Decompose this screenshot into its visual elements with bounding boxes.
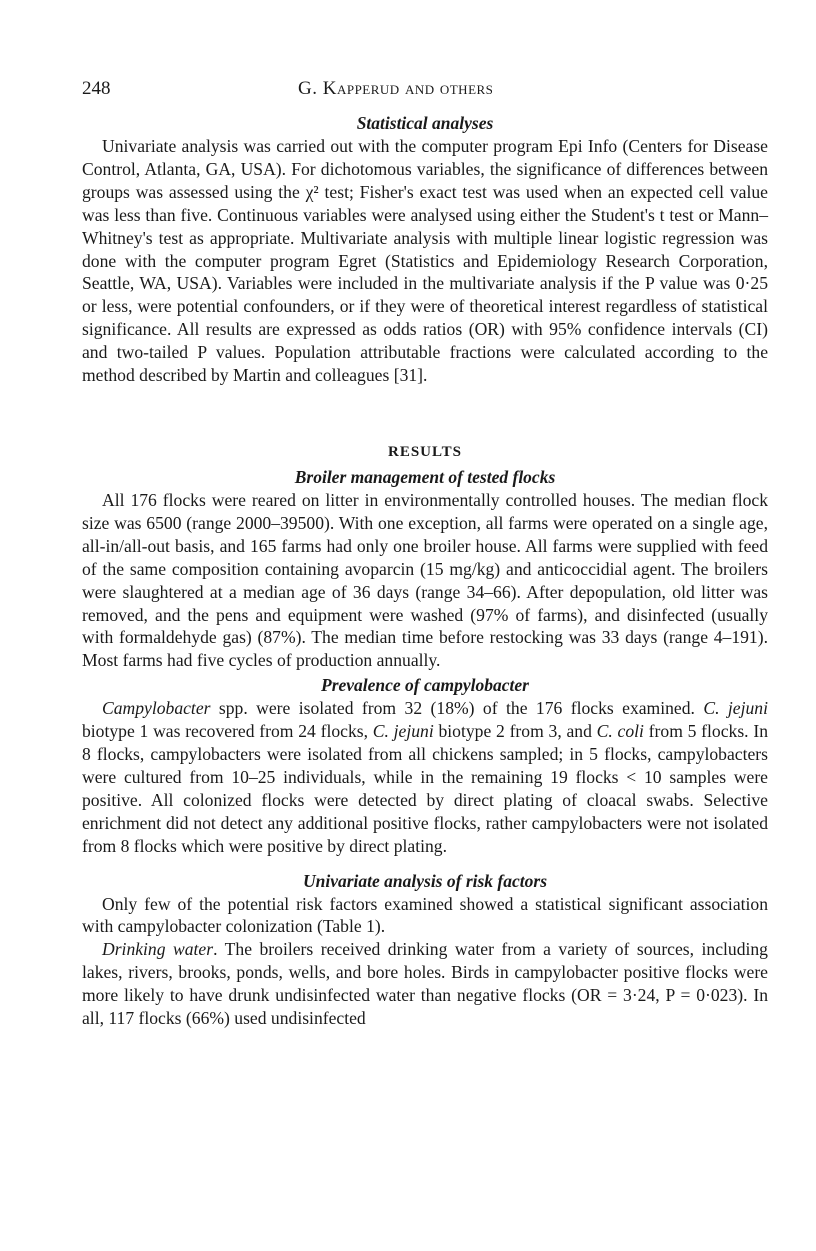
page-number: 248 — [82, 78, 111, 99]
drinking-water-paragraph: Drinking water. The broilers received drinking water from a variety of sources, including lakes, rivers, brooks, ponds, wells, and bore holes. Birds in campylobacter positive flocks were more likely to have drunk undisinfected water than negative flocks (OR = 3·24, P = 0·023). In all, 117 flocks (66%) used undisinfected — [82, 939, 768, 1029]
results-heading: RESULTS — [388, 443, 462, 460]
broiler-management-paragraph: All 176 flocks were reared on litter in environmentally controlled houses. The median flock size was 6500 (range 2000–39500). With one exception, all farms were operated on a single age, all-in/all-out basis, and 165 farms had only one broiler house. All farms were supplied with feed of the same composition containing avoparcin (15 mg/kg) and anticoccidial agent. The broilers were slaughtered at a median age of 36 days (range 34–66). After depopulation, old litter was removed, and the pens and equipment were washed (97% of farms), and disinfected (usually with formaldehyde gas) (87%). The median time before restocking was 33 days (range 4–191). Most farms had five cycles of production annually. — [82, 489, 768, 671]
broiler-management-heading: Broiler management of tested flocks — [294, 466, 556, 487]
prevalence-heading: Prevalence of campylobacter — [321, 675, 529, 696]
running-title-initial: G. K — [298, 78, 337, 99]
statistical-analyses-heading: Statistical analyses — [356, 113, 494, 133]
prevalence-paragraph: Campylobacter spp. were isolated from 32 (18%) of the 176 flocks examined. C. jejuni biotype 1 was recovered from 24 flocks, C. jejuni biotype 2 from 3, and C. coli from 5 flocks. In 8 flocks, campylobacters were isolated from all chickens sampled; in 5 flocks, campylobacters were cultured from 10–25 individuals, while in the remaining 19 flocks < 10 samples were positive. All colonized flocks were detected by direct plating of cloacal swabs. Selective enrichment did not detect any additional positive flocks, rather campylobacters were not isolated from 8 flocks which were positive by direct plating. — [82, 698, 768, 856]
running-head — [82, 78, 768, 112]
running-title — [298, 78, 493, 100]
prevalence-genus: Campylobacter — [102, 698, 211, 719]
page — [82, 78, 768, 1030]
univariate-heading: Univariate analysis of risk factors — [302, 870, 548, 891]
statistical-analyses-paragraph: Univariate analysis was carried out with the computer program Epi Info (Centers for Disease Control, Atlanta, GA, USA). For dichotomous variables, the significance of differences between groups was assessed using the χ² test; Fisher's exact test was used when an expected cell value was less than five. Continuous variables were analysed using either the Student's t test or Mann–Whitney's test as appropriate. Multivariate analysis with multiple linear logistic regression was done with the computer program Egret (Statistics and Epidemiology Research Corporation, Seattle, WA, USA). Variables were included in the multivariate analysis if the P value was 0·25 or less, were potential confounders, or if they were of theoretical interest regardless of statistical significance. All results are expressed as odds ratios (OR) with 95% confidence intervals (CI) and two-tailed P values. Population attributable fractions were calculated according to the method described by Martin and colleagues [31]. — [82, 136, 768, 386]
drinking-water-label: Drinking water — [102, 939, 214, 960]
running-title-rest: apperud and others — [336, 78, 494, 99]
univariate-paragraph: Only few of the potential risk factors examined showed a statistical significant association with campylobacter colonization (Table 1). — [82, 893, 768, 937]
